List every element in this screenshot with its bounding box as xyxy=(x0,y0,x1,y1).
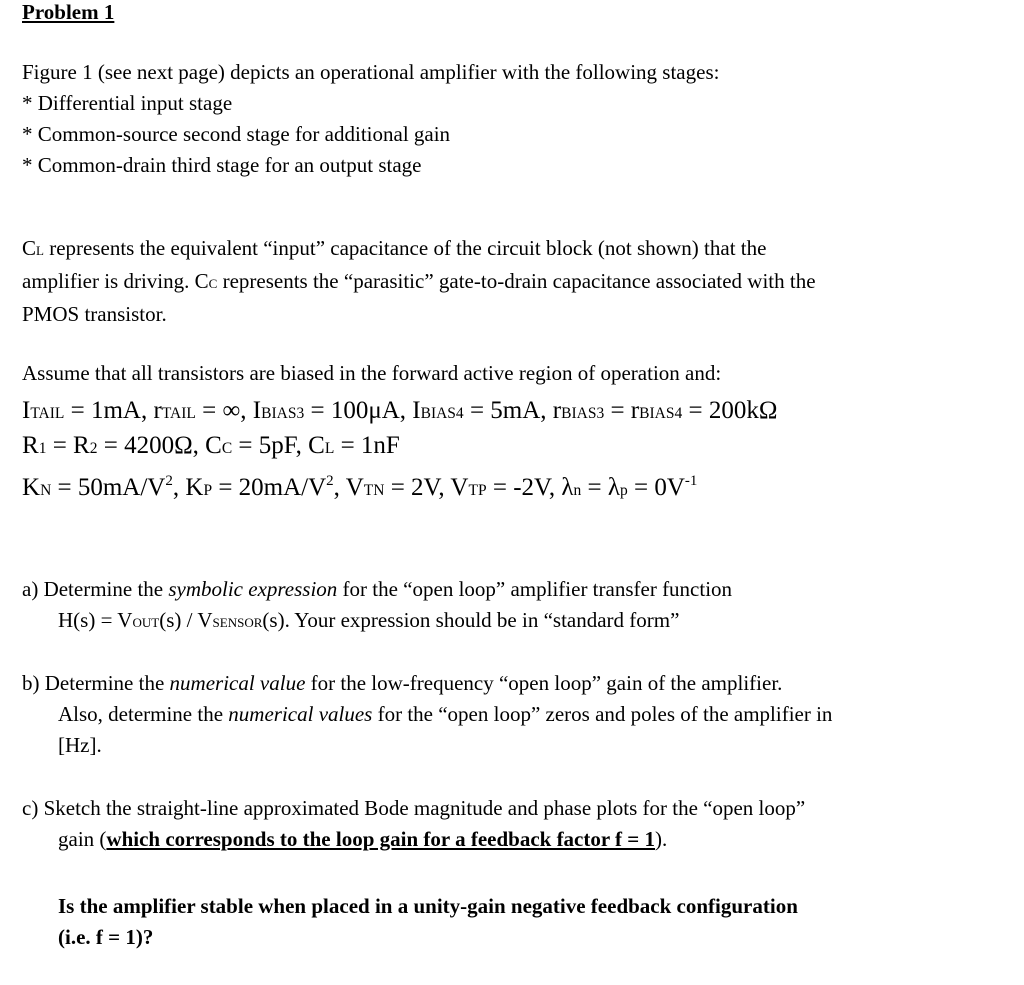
text-segment: which corresponds to the loop gain for a feedback factor f = 1 xyxy=(106,827,656,851)
stability-line xyxy=(22,891,798,922)
intro-line xyxy=(22,88,719,119)
text-segment: represents the “parasitic” gate-to-drain capacitance associated with the xyxy=(217,269,816,293)
subscript: C xyxy=(221,440,233,457)
subscript: TAIL xyxy=(161,405,196,422)
text-segment: Is the amplifier stable when placed in a unity-gain negative feedback configuration xyxy=(58,894,798,918)
text-segment: = 1nF xyxy=(334,432,400,459)
text-segment: amplifier is driving. C xyxy=(22,269,209,293)
stability-line xyxy=(22,922,798,953)
subscript: 2 xyxy=(89,440,98,457)
question-a xyxy=(22,574,732,638)
text-segment: = 100μA, I xyxy=(304,397,421,424)
question-b-line xyxy=(22,699,832,730)
text-segment: Assume that all transistors are biased in the forward active region of operation and: xyxy=(22,361,722,385)
stability-question xyxy=(22,891,798,953)
intro-line xyxy=(22,150,719,181)
subscript: BIAS3 xyxy=(261,405,305,422)
text-segment: C xyxy=(22,236,37,260)
intro-paragraph xyxy=(22,57,719,181)
question-a-line xyxy=(22,605,732,638)
question-c-line xyxy=(22,793,805,824)
subscript: BIAS3 xyxy=(561,405,605,422)
text-segment: gain ( xyxy=(58,827,107,851)
text-segment: for the low-frequency “open loop” gain of the amplifier. xyxy=(305,671,783,695)
text-segment: R xyxy=(22,432,39,459)
capacitance-paragraph xyxy=(22,233,816,330)
question-a-line xyxy=(22,574,732,605)
subscript: TAIL xyxy=(30,405,65,422)
text-segment: (s) / V xyxy=(159,608,213,632)
equations-line xyxy=(22,430,777,465)
text-segment: K xyxy=(22,473,41,501)
text-segment: c) Sketch the straight-line approximated Bode magnitude and phase plots for the “open loop” xyxy=(22,796,806,820)
text-segment: * Differential input stage xyxy=(22,91,233,115)
subscript: L xyxy=(36,243,44,258)
text-segment: = 200kΩ xyxy=(682,397,778,424)
subscript: C xyxy=(208,276,218,291)
text-segment: = R xyxy=(46,432,90,459)
equations-line xyxy=(22,465,777,507)
subscript: TP xyxy=(468,481,487,499)
text-segment: = 0V xyxy=(627,473,685,501)
text-segment: = 4200Ω, C xyxy=(97,432,222,459)
text-segment: = 20mA/V xyxy=(212,473,327,501)
equations-line xyxy=(22,395,777,430)
subscript: BIAS4 xyxy=(420,405,464,422)
subscript: TN xyxy=(363,481,385,499)
subscript: L xyxy=(324,440,335,457)
subscript: OUT xyxy=(132,615,160,630)
text-segment: numerical values xyxy=(228,702,373,726)
capacitance-line xyxy=(22,233,816,266)
text-segment: = 50mA/V xyxy=(51,473,166,501)
subscript: P xyxy=(203,481,213,499)
text-segment: ). xyxy=(655,827,668,851)
text-segment: for the “open loop” amplifier transfer function xyxy=(337,577,733,601)
text-segment: numerical value xyxy=(169,671,306,695)
assumption-text xyxy=(22,358,721,389)
text-segment: symbolic expression xyxy=(168,577,338,601)
text-segment: , V xyxy=(333,473,364,501)
text-segment: (i.e. f = 1)? xyxy=(58,925,154,949)
question-b-line xyxy=(22,668,832,699)
question-b xyxy=(22,668,832,761)
text-segment: H(s) = V xyxy=(58,608,133,632)
question-b-line xyxy=(22,730,832,761)
text-segment: for the “open loop” zeros and poles of the amplifier in xyxy=(372,702,833,726)
parameter-equations xyxy=(22,395,777,507)
text-segment: , K xyxy=(172,473,204,501)
text-segment: a) Determine the xyxy=(22,577,169,601)
text-segment: = 5pF, C xyxy=(232,432,325,459)
intro-line xyxy=(22,119,719,150)
text-segment: * Common-drain third stage for an output stage xyxy=(22,153,422,177)
text-segment: Figure 1 (see next page) depicts an operational amplifier with the following stages: xyxy=(22,60,720,84)
subscript: BIAS4 xyxy=(639,405,683,422)
assume-line xyxy=(22,358,721,389)
superscript: 2 xyxy=(326,473,334,489)
text-segment: = r xyxy=(604,397,640,424)
text-segment: = 2V, V xyxy=(384,473,469,501)
problem-title: Problem 1 xyxy=(22,0,115,24)
subscript: N xyxy=(40,481,52,499)
text-segment: (s). Your expression should be in “standard form” xyxy=(262,608,680,632)
text-segment: * Common-source second stage for additional gain xyxy=(22,122,451,146)
intro-line xyxy=(22,57,719,88)
subscript: 1 xyxy=(38,440,47,457)
capacitance-line xyxy=(22,266,816,299)
text-segment: b) Determine the xyxy=(22,671,170,695)
superscript: -1 xyxy=(684,473,698,489)
text-segment: = ∞, I xyxy=(195,397,262,424)
text-segment: = 1mA, r xyxy=(64,397,162,424)
text-segment: = λ xyxy=(581,473,620,501)
text-segment: PMOS transistor. xyxy=(22,302,167,326)
superscript: 2 xyxy=(165,473,173,489)
text-segment: = 5mA, r xyxy=(463,397,562,424)
text-segment: = -2V, λ xyxy=(486,473,574,501)
subscript: SENSOR xyxy=(212,615,263,630)
text-segment: I xyxy=(22,397,31,424)
text-segment: Also, determine the xyxy=(58,702,229,726)
question-c xyxy=(22,793,805,855)
subscript: p xyxy=(619,481,628,499)
text-segment: [Hz]. xyxy=(58,733,102,757)
capacitance-line xyxy=(22,299,816,330)
subscript: n xyxy=(573,481,582,499)
text-segment: represents the equivalent “input” capacitance of the circuit block (not shown) that the xyxy=(43,236,767,260)
question-c-line xyxy=(22,824,805,855)
